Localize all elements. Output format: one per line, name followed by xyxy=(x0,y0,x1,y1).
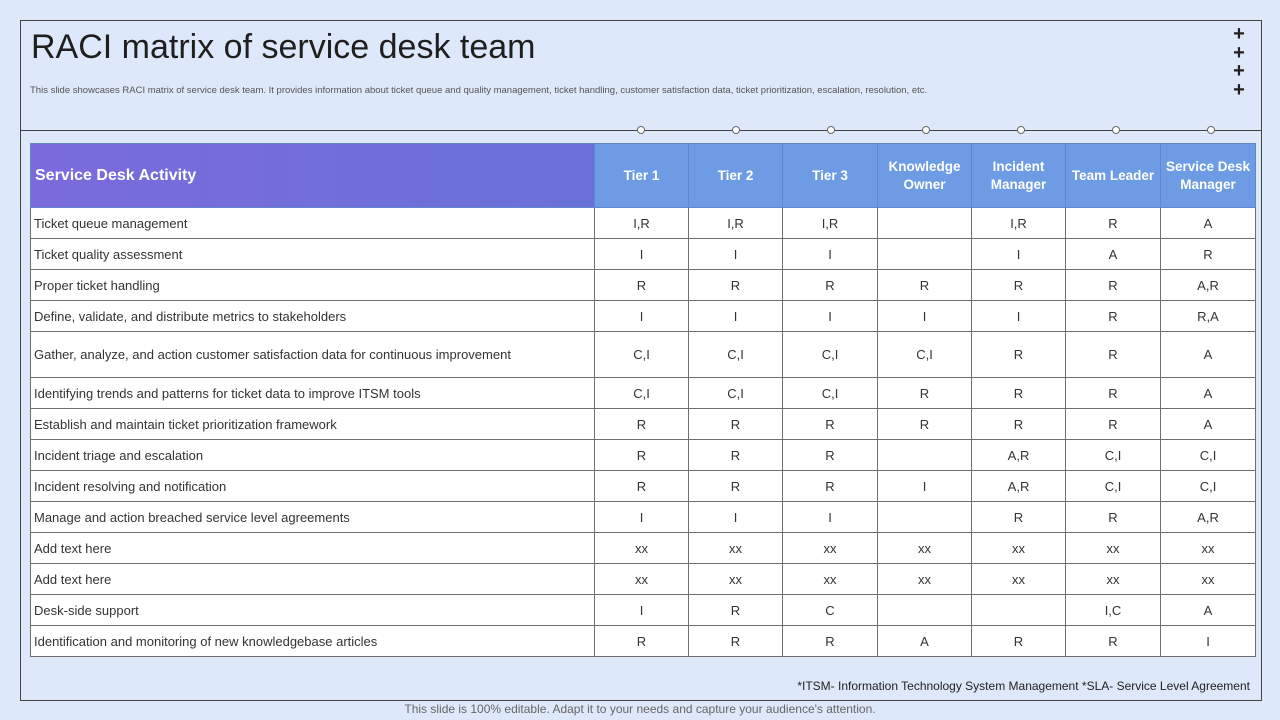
raci-cell: C,I xyxy=(783,378,878,409)
raci-cell: xx xyxy=(1066,564,1161,595)
raci-cell: R xyxy=(878,378,972,409)
raci-cell: xx xyxy=(972,564,1066,595)
page-subtitle: This slide showcases RACI matrix of service desk team. It provides information about ticket queue and quality management, ticket handling, customer satisfaction data, ticket prioritization, escalation, resolution, etc. xyxy=(30,85,928,96)
divider-dot-icon xyxy=(922,126,930,134)
raci-cell: I xyxy=(783,301,878,332)
raci-cell: R xyxy=(689,409,783,440)
raci-cell: C,I xyxy=(689,378,783,409)
activity-cell: Identifying trends and patterns for ticket data to improve ITSM tools xyxy=(31,378,595,409)
raci-cell: R xyxy=(1066,626,1161,657)
raci-cell: C,I xyxy=(1161,471,1256,502)
table-row xyxy=(31,502,1256,533)
raci-cell: R xyxy=(1161,239,1256,270)
activity-cell: Gather, analyze, and action customer satisfaction data for continuous improvement xyxy=(31,332,595,378)
raci-cell: A xyxy=(1161,378,1256,409)
plus-decoration xyxy=(1230,25,1248,99)
raci-cell: R xyxy=(972,626,1066,657)
raci-cell: A,R xyxy=(972,471,1066,502)
activity-cell: Desk-side support xyxy=(31,595,595,626)
raci-cell: xx xyxy=(972,533,1066,564)
raci-cell: R xyxy=(689,626,783,657)
raci-cell: R xyxy=(878,409,972,440)
table-row xyxy=(31,301,1256,332)
raci-cell: R xyxy=(1066,270,1161,301)
raci-cell: A,R xyxy=(1161,502,1256,533)
raci-cell: xx xyxy=(689,564,783,595)
raci-cell: I xyxy=(595,502,689,533)
raci-cell: I xyxy=(595,239,689,270)
raci-cell: I xyxy=(689,301,783,332)
raci-cell: R xyxy=(783,409,878,440)
raci-cell: R xyxy=(1066,208,1161,239)
table-header-row xyxy=(31,144,1256,208)
raci-cell: I xyxy=(972,301,1066,332)
raci-cell: R xyxy=(689,440,783,471)
table-row xyxy=(31,332,1256,378)
raci-cell: xx xyxy=(783,533,878,564)
raci-cell: xx xyxy=(595,533,689,564)
plus-icon: + xyxy=(1233,23,1245,45)
raci-cell: xx xyxy=(783,564,878,595)
table-row xyxy=(31,471,1256,502)
table-row xyxy=(31,208,1256,239)
footnote: *ITSM- Information Technology System Management *SLA- Service Level Agreement xyxy=(797,679,1250,693)
raci-cell: R xyxy=(1066,301,1161,332)
raci-cell: A xyxy=(1161,595,1256,626)
activity-cell: Manage and action breached service level agreements xyxy=(31,502,595,533)
activity-cell: Add text here xyxy=(31,533,595,564)
raci-cell: C,I xyxy=(1066,471,1161,502)
raci-cell: C,I xyxy=(878,332,972,378)
column-header: Service Desk Manager xyxy=(1161,144,1256,208)
raci-cell: I xyxy=(783,502,878,533)
raci-cell: xx xyxy=(689,533,783,564)
raci-cell: R xyxy=(1066,378,1161,409)
raci-cell: I,R xyxy=(972,208,1066,239)
column-header: Team Leader xyxy=(1066,144,1161,208)
column-header: Tier 2 xyxy=(689,144,783,208)
raci-cell: C,I xyxy=(595,378,689,409)
raci-cell: A xyxy=(878,626,972,657)
raci-cell: I xyxy=(878,471,972,502)
raci-cell xyxy=(878,208,972,239)
raci-cell: I xyxy=(595,301,689,332)
divider-dot-icon xyxy=(637,126,645,134)
raci-cell: xx xyxy=(1161,564,1256,595)
raci-cell: xx xyxy=(878,533,972,564)
column-header: Service Desk Activity xyxy=(31,144,595,208)
raci-cell: R,A xyxy=(1161,301,1256,332)
raci-cell: R xyxy=(1066,502,1161,533)
raci-cell: R xyxy=(783,626,878,657)
raci-cell: I xyxy=(595,595,689,626)
raci-cell: R xyxy=(878,270,972,301)
raci-cell: R xyxy=(595,409,689,440)
table-row xyxy=(31,239,1256,270)
raci-cell: C,I xyxy=(783,332,878,378)
raci-cell: R xyxy=(972,502,1066,533)
activity-cell: Ticket queue management xyxy=(31,208,595,239)
raci-cell: I xyxy=(783,239,878,270)
raci-cell: R xyxy=(972,270,1066,301)
activity-cell: Identification and monitoring of new knowledgebase articles xyxy=(31,626,595,657)
activity-cell: Incident resolving and notification xyxy=(31,471,595,502)
raci-cell: A,R xyxy=(1161,270,1256,301)
raci-cell: R xyxy=(972,378,1066,409)
column-header: Incident Manager xyxy=(972,144,1066,208)
table-row xyxy=(31,564,1256,595)
raci-cell: C,I xyxy=(1066,440,1161,471)
raci-cell: xx xyxy=(1066,533,1161,564)
raci-cell: R xyxy=(689,595,783,626)
activity-cell: Incident triage and escalation xyxy=(31,440,595,471)
raci-cell xyxy=(878,440,972,471)
table-row xyxy=(31,440,1256,471)
activity-cell: Add text here xyxy=(31,564,595,595)
raci-cell: A xyxy=(1066,239,1161,270)
raci-cell: R xyxy=(972,409,1066,440)
raci-cell: R xyxy=(1066,409,1161,440)
divider-dot-icon xyxy=(732,126,740,134)
table-row xyxy=(31,626,1256,657)
raci-cell: xx xyxy=(1161,533,1256,564)
raci-cell: A xyxy=(1161,208,1256,239)
raci-cell: R xyxy=(783,440,878,471)
column-header: Tier 1 xyxy=(595,144,689,208)
raci-cell: I xyxy=(972,239,1066,270)
raci-cell xyxy=(878,239,972,270)
table-row xyxy=(31,595,1256,626)
raci-cell: R xyxy=(1066,332,1161,378)
raci-cell: A xyxy=(1161,409,1256,440)
plus-icon: + xyxy=(1233,60,1245,82)
column-header: Tier 3 xyxy=(783,144,878,208)
raci-cell: C xyxy=(783,595,878,626)
page-title: RACI matrix of service desk team xyxy=(31,28,536,66)
plus-icon: + xyxy=(1233,41,1245,64)
activity-cell: Define, validate, and distribute metrics to stakeholders xyxy=(31,301,595,332)
raci-cell: I,R xyxy=(783,208,878,239)
activity-cell: Establish and maintain ticket prioritization framework xyxy=(31,409,595,440)
raci-cell: R xyxy=(783,270,878,301)
divider-dot-icon xyxy=(1207,126,1215,134)
divider-dot-icon xyxy=(827,126,835,134)
raci-table xyxy=(30,143,1256,657)
table-row xyxy=(31,270,1256,301)
raci-cell: R xyxy=(595,440,689,471)
plus-icon: + xyxy=(1233,78,1245,101)
raci-cell: I xyxy=(1161,626,1256,657)
raci-cell: I,R xyxy=(689,208,783,239)
raci-cell: A,R xyxy=(972,440,1066,471)
activity-cell: Proper ticket handling xyxy=(31,270,595,301)
raci-cell xyxy=(878,502,972,533)
table-row xyxy=(31,378,1256,409)
table-row xyxy=(31,533,1256,564)
raci-cell: I xyxy=(689,239,783,270)
raci-cell: I xyxy=(689,502,783,533)
raci-cell: R xyxy=(689,471,783,502)
bottom-note: This slide is 100% editable. Adapt it to your needs and capture your audience's attention. xyxy=(404,702,876,716)
raci-cell: R xyxy=(783,471,878,502)
raci-cell: I xyxy=(878,301,972,332)
divider-dot-icon xyxy=(1017,126,1025,134)
raci-cell: A xyxy=(1161,332,1256,378)
raci-cell: R xyxy=(972,332,1066,378)
table-row xyxy=(31,409,1256,440)
activity-cell: Ticket quality assessment xyxy=(31,239,595,270)
raci-cell: I,R xyxy=(595,208,689,239)
divider-dot-icon xyxy=(1112,126,1120,134)
raci-cell: R xyxy=(595,626,689,657)
raci-cell: xx xyxy=(595,564,689,595)
raci-cell: R xyxy=(689,270,783,301)
column-header: Knowledge Owner xyxy=(878,144,972,208)
raci-cell: I,C xyxy=(1066,595,1161,626)
raci-cell xyxy=(878,595,972,626)
raci-cell: R xyxy=(595,270,689,301)
raci-cell xyxy=(972,595,1066,626)
raci-cell: C,I xyxy=(595,332,689,378)
raci-cell: R xyxy=(595,471,689,502)
raci-cell: xx xyxy=(878,564,972,595)
raci-cell: C,I xyxy=(689,332,783,378)
raci-cell: C,I xyxy=(1161,440,1256,471)
